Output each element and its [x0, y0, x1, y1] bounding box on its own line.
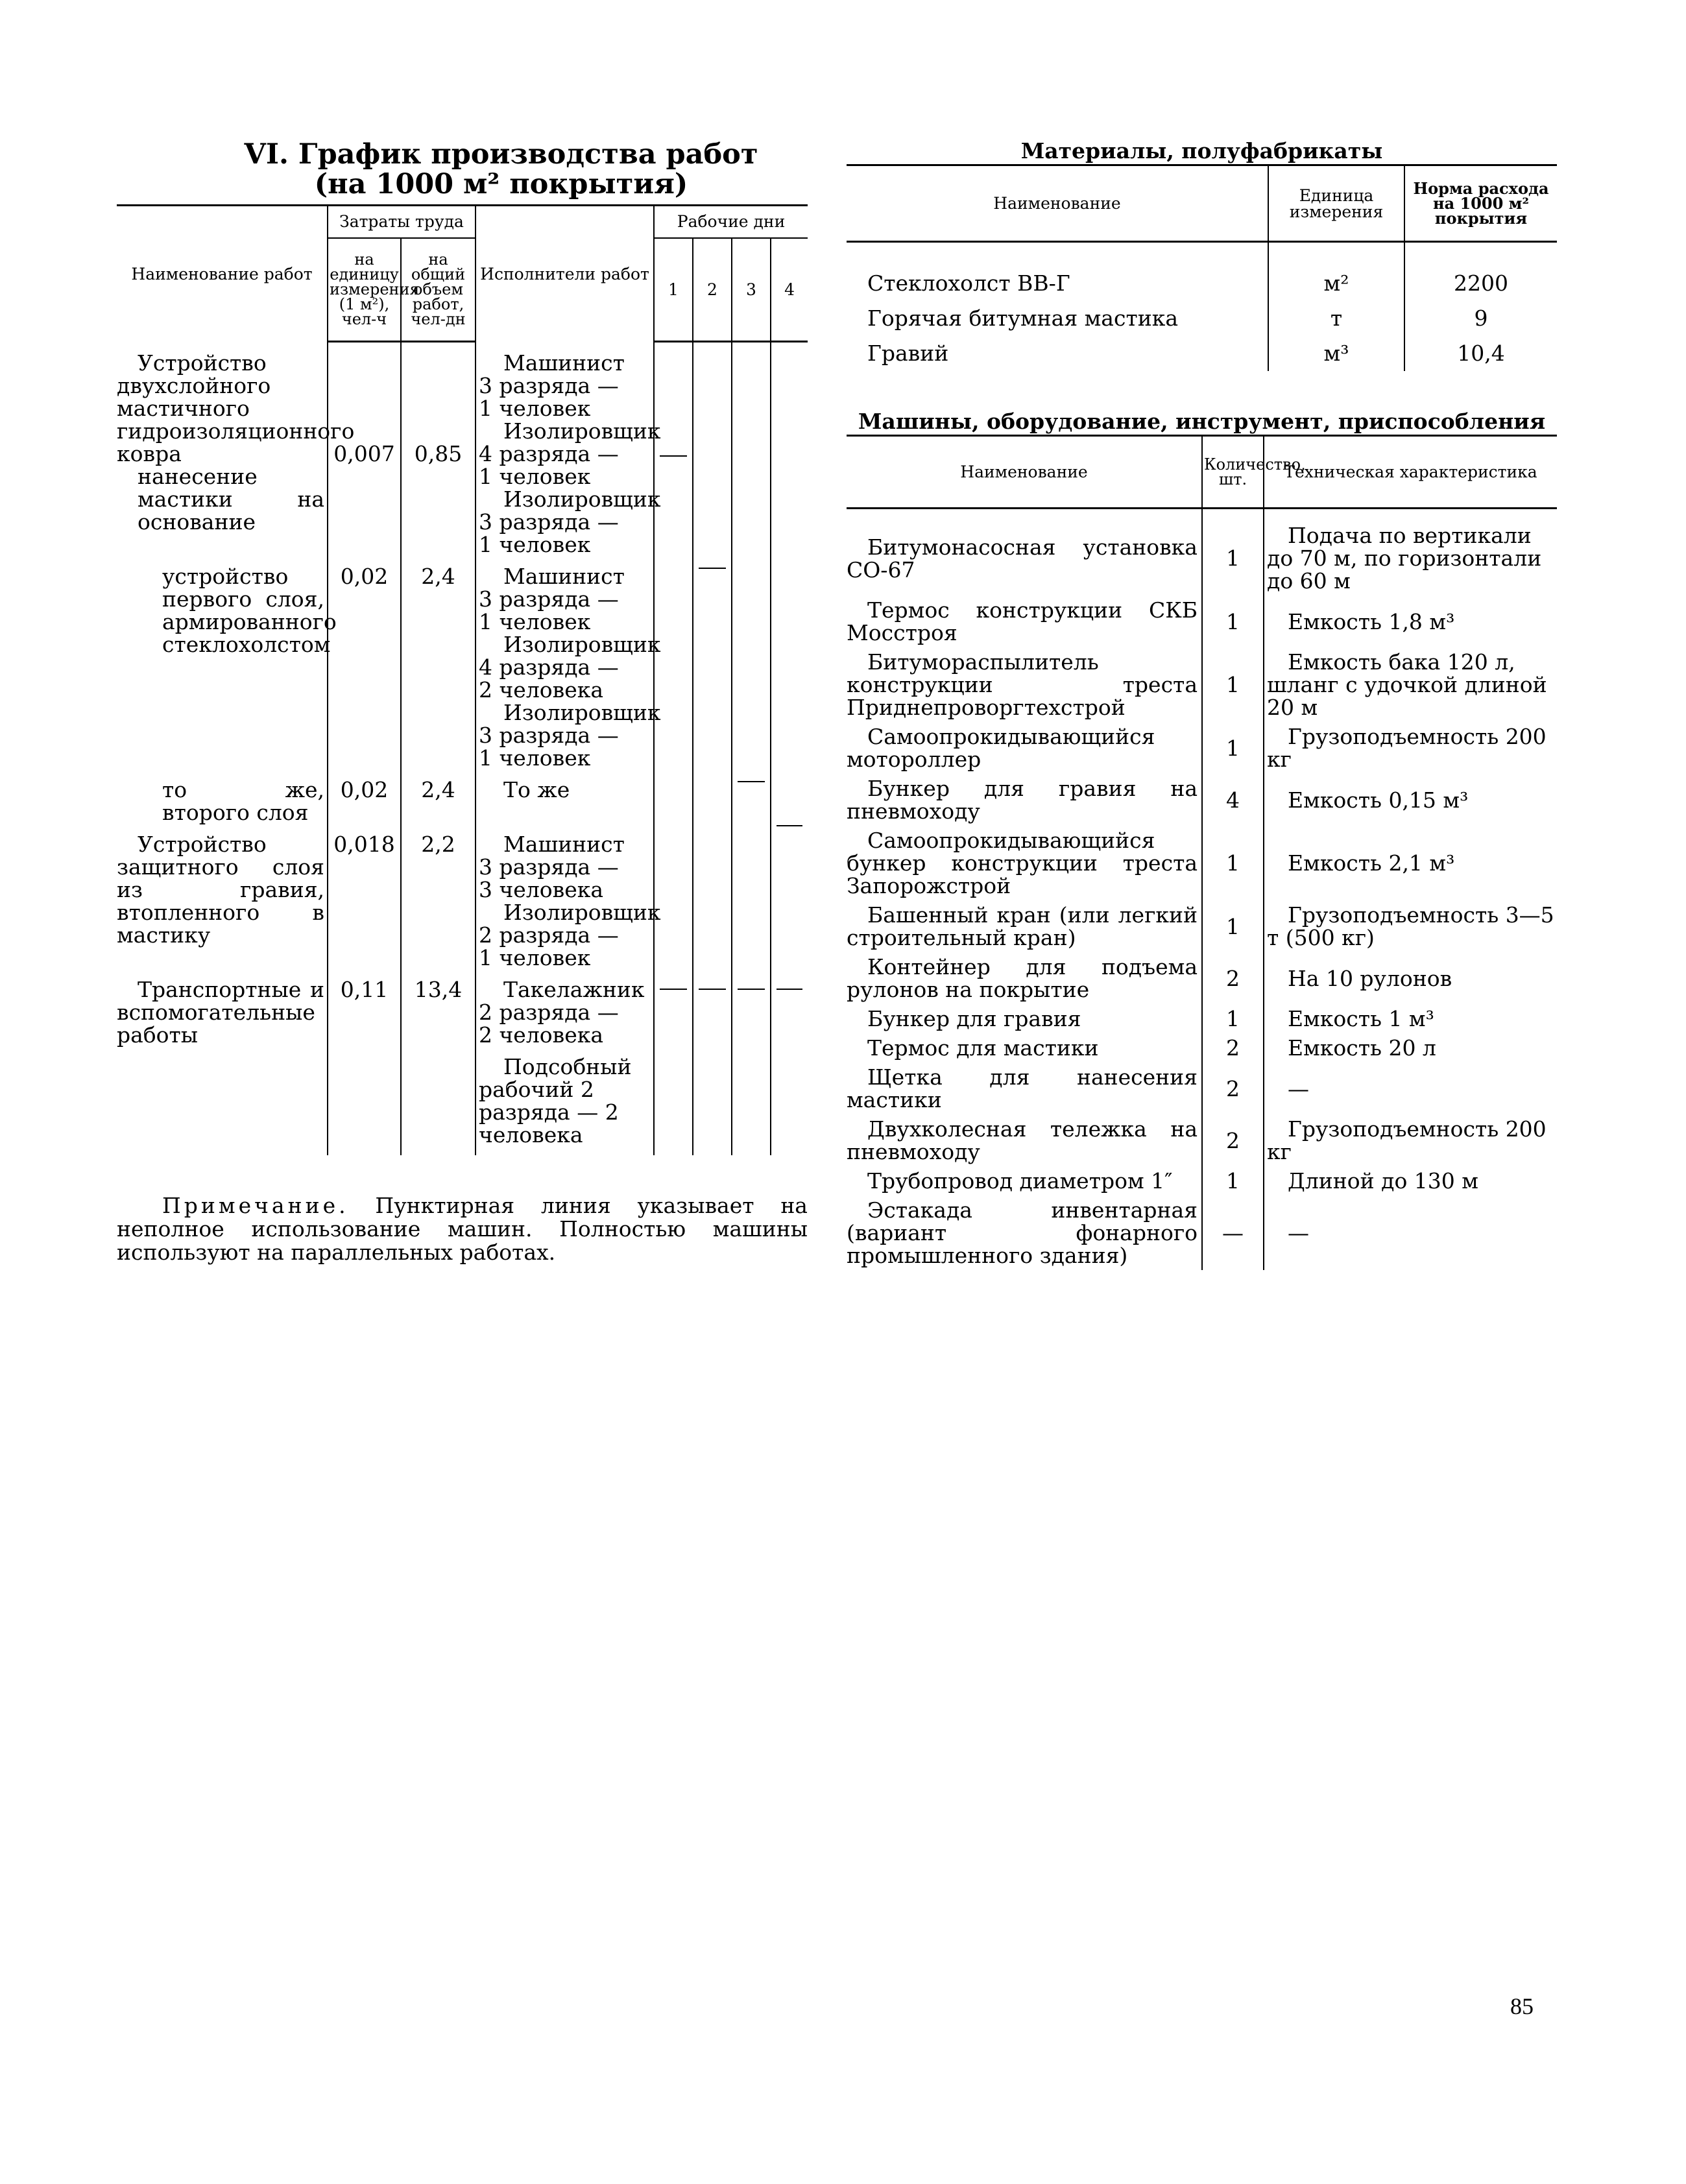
machine-name: Бункер для гравия [867, 1006, 1081, 1031]
machine-row [847, 826, 1557, 900]
machine-qty: 1 [1202, 1004, 1264, 1033]
machine-qty: — [1202, 1195, 1264, 1270]
machine-name: Самоопрокидывающийся мотороллер [847, 724, 1155, 772]
page-number: 85 [1510, 1993, 1534, 2019]
machine-name: Щетка для нанесения мастики [847, 1064, 1198, 1112]
machine-name: Эстакада инвентарная (вариант фонарного промышленного здания) [847, 1197, 1198, 1268]
total-value: 0,85 [401, 352, 476, 556]
executor-line: То же [503, 777, 570, 802]
machine-name: Контейнер для подъема рулонов на покрытие [847, 954, 1198, 1002]
machine-row [847, 1004, 1557, 1033]
work-name: устройство первого слоя, армированного стеклохолстом [162, 564, 337, 657]
per-unit-value: 0,11 [328, 978, 401, 1155]
machine-row [847, 521, 1557, 595]
executor-line: 3 разряда — [479, 509, 619, 534]
executor-line: 1 человек [479, 396, 591, 421]
work-bar-day-3 [738, 989, 765, 990]
day-cell-3 [732, 352, 771, 556]
machine-name: Трубопровод диаметром 1″ [867, 1168, 1173, 1194]
machine-row [847, 774, 1557, 826]
machine-qty: 1 [1202, 1166, 1264, 1195]
day-cell-4 [771, 565, 808, 769]
total-value: 2,4 [401, 565, 476, 769]
work-bar-day-3 [738, 781, 765, 782]
note-text: Пунктирная линия указывает на неполное использование машин. Полностью машины используют на параллельных работах. [117, 1193, 808, 1265]
machine-qty: 1 [1202, 826, 1264, 900]
executor-line: Изолировщик [503, 900, 661, 925]
machine-qty: 2 [1202, 952, 1264, 1004]
executor-line: Машинист [503, 832, 625, 857]
executor-line: Машинист [503, 350, 625, 376]
day-cell-4 [771, 778, 808, 824]
machine-name: Битумораспылитель конструкции треста Приднепроворгтехстрой [847, 649, 1198, 720]
machine-qty: 1 [1202, 900, 1264, 952]
machine-tech: Грузоподъемность 200 кг [1264, 1114, 1557, 1166]
material-value: 2200 [1404, 266, 1557, 301]
day-cell-1 [654, 565, 693, 769]
day-cell-2 [693, 978, 732, 1155]
executor-line: Такелажник [503, 977, 645, 1002]
total-value: 13,4 [401, 978, 476, 1155]
materials-table [847, 164, 1557, 371]
header-day-4: 4 [771, 238, 808, 342]
machine-qty: 1 [1202, 722, 1264, 774]
work-name: то же, второго слоя [162, 777, 324, 825]
machine-tech: Грузоподъемность 200 кг [1264, 722, 1557, 774]
per-unit-value: 0,018 [328, 833, 401, 969]
work-name: Устройство двухслойного мастичного гидроизоляционного ковра [117, 350, 355, 466]
machine-row [847, 1114, 1557, 1166]
schedule-title [195, 139, 808, 199]
executor-line: Машинист [503, 564, 625, 589]
per-unit-value: 0,007 [328, 352, 401, 556]
executors-cell [476, 832, 661, 970]
machine-row [847, 900, 1557, 952]
day-cell-3 [732, 978, 771, 1155]
machine-row [847, 1166, 1557, 1195]
machine-row [847, 595, 1557, 647]
executor-line: Изолировщик [503, 486, 661, 512]
schedule-row [117, 352, 808, 556]
work-bar-day-2 [699, 989, 726, 990]
machine-name: Битумонасосная установка СО-67 [847, 534, 1198, 582]
machine-name: Бункер для гравия на пневмоходу [847, 776, 1198, 824]
machine-tech: Длиной до 130 м [1264, 1166, 1557, 1195]
work-name: Транспортные и вспомогательные работы [117, 977, 324, 1048]
machine-row [847, 952, 1557, 1004]
machine-qty: 2 [1202, 1114, 1264, 1166]
total-value: 2,4 [401, 778, 476, 824]
day-cell-4 [771, 352, 808, 556]
executor-line: 2 человека [479, 677, 604, 702]
material-row [847, 301, 1557, 336]
day-cell-2 [693, 778, 732, 824]
executor-line: Изолировщик [503, 632, 661, 657]
machine-tech: — [1264, 1195, 1557, 1270]
executor-line: 3 разряда — [479, 373, 619, 398]
machine-qty: 1 [1202, 595, 1264, 647]
day-cell-1 [654, 352, 693, 556]
machine-name: Двухколесная тележка на пневмоходу [847, 1116, 1198, 1164]
materials-title: Материалы, полуфабрикаты [1020, 138, 1383, 163]
day-cell-2 [693, 565, 732, 769]
work-name-sub: нанесение мастики на основание [138, 464, 324, 534]
day-cell-3 [732, 778, 771, 824]
work-name-cell [117, 350, 355, 556]
executor-line: 1 человек [479, 945, 591, 970]
day-cell-2 [693, 352, 732, 556]
executors-cell [476, 350, 661, 557]
day-cell-4 [771, 978, 808, 1155]
work-bar-day-4 [777, 825, 802, 826]
material-row [847, 336, 1557, 371]
header-day-3: 3 [732, 238, 771, 342]
header-per-unit: на единицу измерения (1 м²), чел-ч [328, 238, 401, 342]
header-executors: Исполнители работ [476, 206, 654, 342]
work-bar-day-1 [660, 989, 687, 990]
executor-line: 1 человек [479, 745, 591, 771]
executor-line: 3 разряда — [479, 854, 619, 880]
header-labor: Затраты труда [328, 206, 476, 238]
machine-tech: На 10 рулонов [1264, 952, 1557, 1004]
note-label: Примечание. [162, 1193, 349, 1218]
material-unit: т [1268, 301, 1404, 336]
executor-line: 3 разряда — [479, 723, 619, 748]
machine-name: Самоопрокидывающийся бункер конструкции треста Запорожстрой [847, 828, 1198, 898]
executor-line: Изолировщик [503, 418, 661, 444]
machine-tech: Емкость 20 л [1264, 1033, 1557, 1062]
machine-tech: Емкость 2,1 м³ [1264, 826, 1557, 900]
machine-tech: Грузоподъемность 3—5 т (500 кг) [1264, 900, 1557, 952]
schedule-title-line-2: (на 1000 м² покрытия) [314, 168, 688, 200]
header-days: Рабочие дни [654, 206, 808, 238]
machine-row [847, 1195, 1557, 1270]
work-bar-day-4 [777, 989, 802, 990]
schedule-section [117, 139, 808, 1264]
work-bar-day-1 [660, 455, 687, 457]
executor-line: 2 человека [479, 1022, 604, 1048]
machine-tech: Емкость бака 120 л, шланг с удочкой длиной 20 м [1264, 647, 1557, 722]
executor-line: 3 разряда — [479, 586, 619, 612]
schedule-table [117, 204, 808, 1155]
machines-header-qty: Количество, шт. [1202, 436, 1264, 509]
machine-qty: 2 [1202, 1062, 1264, 1114]
executors-cell [476, 978, 654, 1155]
material-value: 9 [1404, 301, 1557, 336]
schedule-row [117, 565, 808, 769]
machine-tech: Подача по вертикали до 70 м, по горизонтали до 60 м [1264, 521, 1557, 595]
machines-table [847, 435, 1557, 1270]
materials-header-unit: Единица измерения [1268, 165, 1404, 242]
resources-section [847, 139, 1557, 1270]
header-total: на общий объем работ, чел-дн [401, 238, 476, 342]
executor-line: Изолировщик [503, 700, 661, 725]
day-cell-1 [654, 833, 693, 969]
machine-name: Термос для мастики [867, 1035, 1099, 1061]
material-name: Гравий [867, 341, 949, 366]
executor-line: 1 человек [479, 609, 591, 634]
executor-line: 2 разряда — [479, 1000, 619, 1025]
machine-qty: 1 [1202, 647, 1264, 722]
work-name: Устройство защитного слоя из гравия, втопленного в мастику [117, 832, 324, 948]
header-day-2: 2 [693, 238, 732, 342]
machines-header-tech: Техническая характеристика [1264, 436, 1557, 509]
material-name: Стеклохолст ВВ-Г [867, 270, 1070, 296]
day-cell-2 [693, 833, 732, 969]
machine-tech: — [1264, 1062, 1557, 1114]
executor-line: 3 человека [479, 877, 604, 902]
machine-qty: 1 [1202, 521, 1264, 595]
schedule-title-line-1: VI. График производства работ [244, 138, 758, 171]
machine-name: Термос конструкции СКБ Мосстроя [847, 597, 1198, 645]
machines-header-name: Наименование [847, 436, 1202, 509]
machine-tech: Емкость 0,15 м³ [1264, 774, 1557, 826]
materials-header-norm: Норма расхода на 1000 м² покрытия [1404, 165, 1557, 242]
material-value: 10,4 [1404, 336, 1557, 371]
executors-cell [476, 564, 661, 771]
material-name: Горячая битумная мастика [867, 306, 1179, 331]
day-cell-3 [732, 565, 771, 769]
executor-line: 2 разряда — [479, 922, 619, 948]
day-cell-1 [654, 978, 693, 1155]
machine-qty: 4 [1202, 774, 1264, 826]
executors-cell [476, 778, 654, 824]
day-cell-4 [771, 833, 808, 969]
schedule-row [117, 833, 808, 969]
executor-line: 1 человек [479, 464, 591, 489]
machine-row [847, 722, 1557, 774]
materials-header-name: Наименование [847, 165, 1268, 242]
header-day-1: 1 [654, 238, 693, 342]
executor-line: 4 разряда — [479, 441, 619, 466]
total-value: 2,2 [401, 833, 476, 969]
day-cell-3 [732, 833, 771, 969]
per-unit-value: 0,02 [328, 778, 401, 824]
executor-line: 1 человек [479, 532, 591, 557]
material-unit: м³ [1268, 336, 1404, 371]
machine-row [847, 1062, 1557, 1114]
material-unit: м² [1268, 266, 1404, 301]
machines-title: Машины, оборудование, инструмент, приспособления [858, 409, 1546, 434]
machine-qty: 2 [1202, 1033, 1264, 1062]
work-bar-day-2 [699, 568, 726, 569]
executor-line: 4 разряда — [479, 654, 619, 680]
material-row [847, 266, 1557, 301]
machine-row [847, 1033, 1557, 1062]
day-cell-1 [654, 778, 693, 824]
per-unit-value: 0,02 [328, 565, 401, 769]
machine-tech: Емкость 1 м³ [1264, 1004, 1557, 1033]
executor-line: Подсобный рабочий 2 разряда — 2 человека [479, 1054, 632, 1147]
machine-tech: Емкость 1,8 м³ [1264, 595, 1557, 647]
schedule-row [117, 778, 808, 824]
machine-row [847, 647, 1557, 722]
header-work-name: Наименование работ [117, 206, 328, 342]
note-paragraph [117, 1194, 808, 1264]
machine-name: Башенный кран (или легкий строительный кран) [847, 902, 1198, 950]
schedule-row [117, 978, 808, 1155]
